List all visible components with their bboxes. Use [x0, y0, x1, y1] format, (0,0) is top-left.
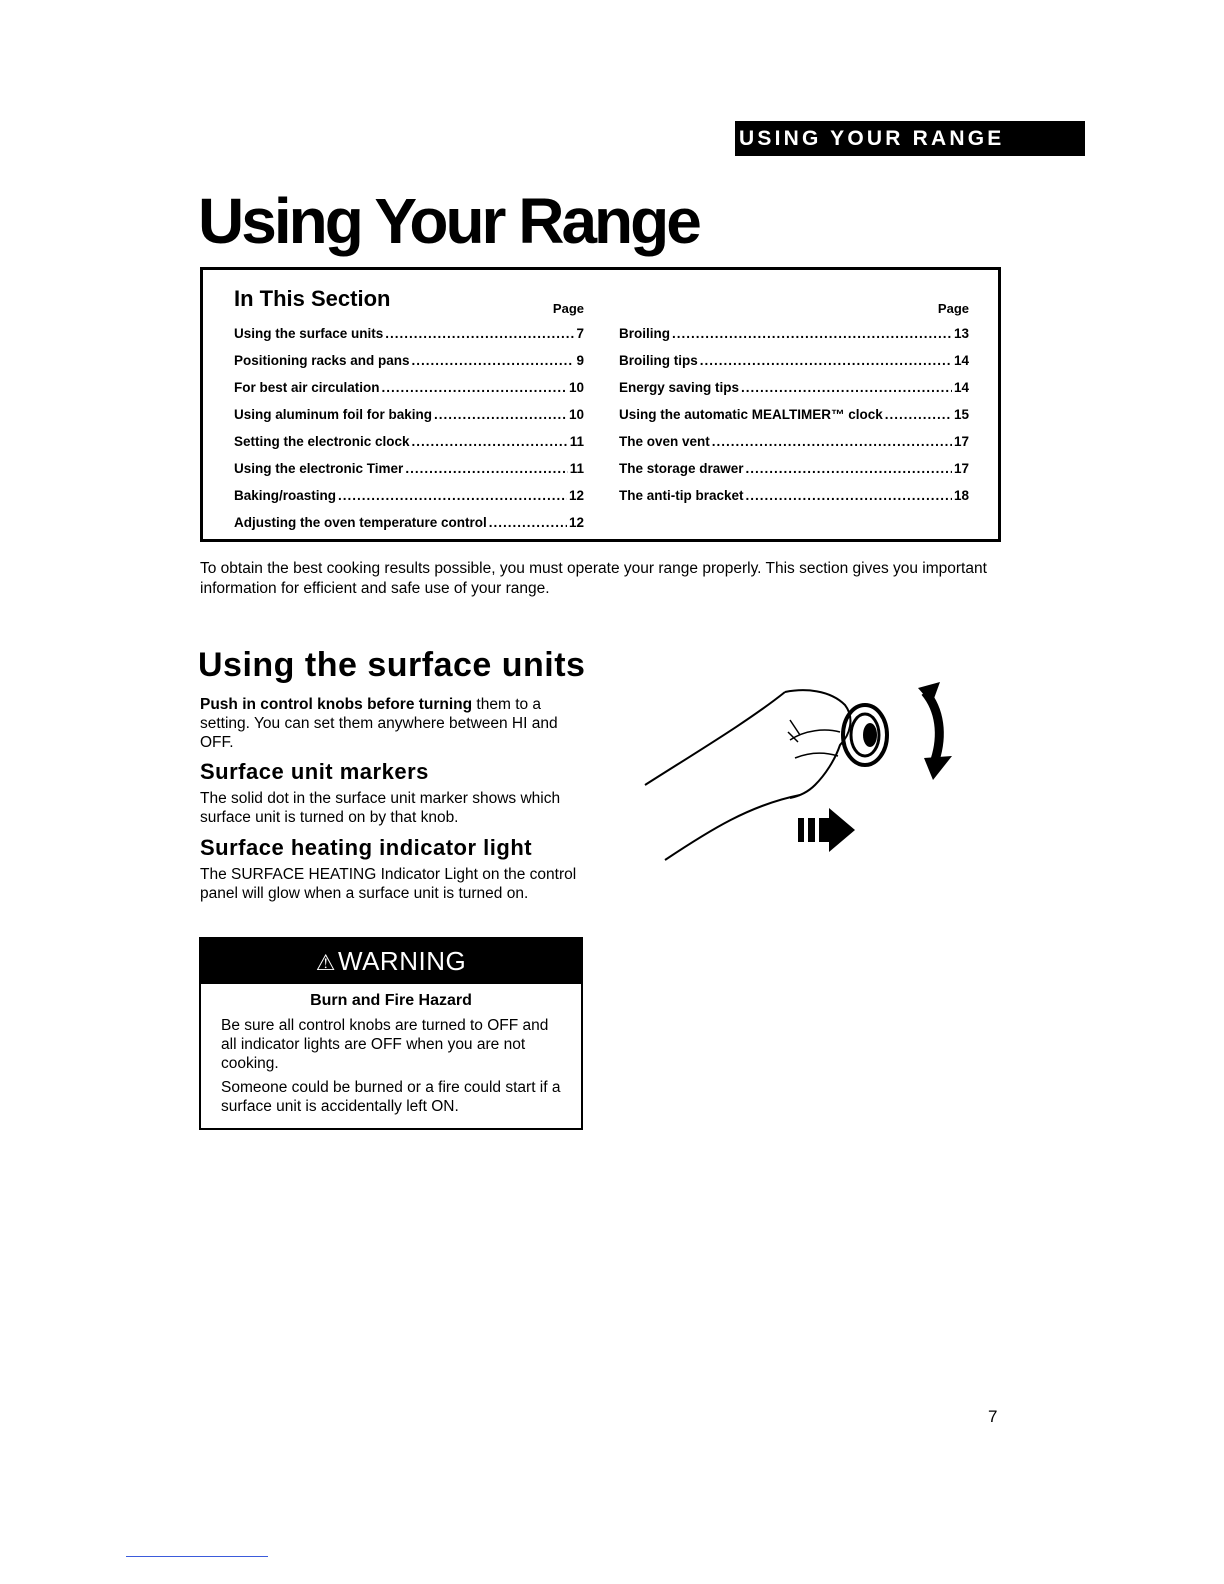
toc-dot-leader [382, 374, 567, 401]
toc-dot-leader [672, 320, 952, 347]
toc-entry-title: Broiling tips [619, 353, 698, 368]
footnote-rule [126, 1556, 268, 1557]
warning-subtitle: Burn and Fire Hazard [310, 992, 472, 1009]
toc-entry-page: 18 [953, 488, 969, 503]
toc-entry [619, 401, 969, 428]
surface-units-intro [200, 695, 585, 752]
toc-dot-leader [885, 401, 952, 428]
indicator-text: The SURFACE HEATING Indicator Light on the control panel will glow when a surface unit is turned on. [200, 866, 577, 902]
toc-entry [234, 374, 584, 401]
toc-entry-title: For best air circulation [234, 380, 380, 395]
toc-entry [619, 347, 969, 374]
toc-column-left [234, 298, 584, 536]
toc-dot-leader [741, 374, 952, 401]
toc-entry-title: Using the automatic MEALTIMER™ clock [619, 407, 883, 422]
toc-entry-title: The anti-tip bracket [619, 488, 744, 503]
toc-entry-page: 10 [568, 407, 584, 422]
toc-entry [619, 374, 969, 401]
toc-entry [234, 401, 584, 428]
warning-header [201, 939, 581, 984]
toc-page-label: Page [552, 301, 584, 316]
toc-entry-title: The oven vent [619, 434, 710, 449]
toc-entry [234, 509, 584, 536]
lead-text: them to a setting. You can set them anywhere between HI and OFF. [200, 696, 558, 751]
toc-box [200, 267, 1001, 542]
toc-entry-page: 17 [953, 461, 969, 476]
intro-paragraph: To obtain the best cooking results possible, you must operate your range properly. This section gives you important information for efficient and safe use of your range. [200, 560, 987, 597]
warning-label: WARNING [338, 946, 467, 976]
toc-entry-title: The storage drawer [619, 461, 744, 476]
toc-entry-title: Using the electronic Timer [234, 461, 404, 476]
toc-entry [234, 428, 584, 455]
toc-dot-leader [405, 455, 567, 482]
warning-box [199, 937, 583, 1130]
toc-entry-title: Using aluminum foil for baking [234, 407, 433, 422]
toc-dot-leader [700, 347, 952, 374]
toc-entry-page: 9 [576, 353, 584, 368]
toc-entry-page: 10 [568, 380, 584, 395]
markers-text: The solid dot in the surface unit marker shows which surface unit is turned on by that knob. [200, 790, 561, 826]
toc-entry [619, 482, 969, 509]
page-title: Using Your Range [198, 185, 699, 257]
toc-heading: In This Section [234, 286, 391, 311]
toc-dot-leader [385, 320, 574, 347]
lead-bold-text: Push in control knobs before turning [200, 696, 473, 713]
toc-entry-title: Positioning racks and pans [234, 353, 410, 368]
section-title: Using the surface units [198, 646, 586, 684]
toc-entry-title: Energy saving tips [619, 380, 740, 395]
toc-entry-page: 11 [569, 461, 584, 476]
markers-heading: Surface unit markers [200, 759, 429, 784]
toc-entry-title: Broiling [619, 326, 670, 341]
toc-dot-leader [412, 347, 575, 374]
toc-entry-page: 17 [953, 434, 969, 449]
warning-paragraph: Be sure all control knobs are turned to OFF and all indicator lights are OFF when you are not cooking. [221, 1017, 549, 1072]
toc-entry [619, 428, 969, 455]
toc-entry-title: Adjusting the oven temperature control [234, 515, 487, 530]
page-number: 7 [988, 1407, 998, 1426]
toc-entry-page: 14 [953, 380, 969, 395]
toc-entry [234, 347, 584, 374]
toc-entry [619, 455, 969, 482]
toc-entry-title: Using the surface units [234, 326, 384, 341]
toc-entry-page: 11 [569, 434, 584, 449]
toc-entry-title: Baking/roasting [234, 488, 337, 503]
toc-page-label: Page [937, 301, 969, 316]
toc-entry-page: 12 [568, 515, 584, 530]
toc-dot-leader [746, 482, 952, 509]
toc-entry [234, 455, 584, 482]
toc-dot-leader [712, 428, 952, 455]
toc-entry-page: 13 [953, 326, 969, 341]
warning-paragraph: Someone could be burned or a fire could start if a surface unit is accidentally left ON. [221, 1079, 561, 1115]
surface-heating-indicator [200, 835, 585, 903]
toc-dot-leader [338, 482, 567, 509]
indicator-heading: Surface heating indicator light [200, 835, 533, 860]
toc-dot-leader [434, 401, 567, 428]
toc-entry [619, 320, 969, 347]
warning-triangle-icon: ⚠ [315, 950, 337, 975]
toc-column-right [619, 298, 969, 509]
hand-turning-knob-illustration [640, 680, 970, 870]
surface-unit-markers [200, 759, 585, 827]
toc-dot-leader [412, 428, 568, 455]
toc-entry-title: Setting the electronic clock [234, 434, 410, 449]
toc-entry [234, 482, 584, 509]
toc-entry-page: 15 [953, 407, 969, 422]
toc-entry [234, 320, 584, 347]
toc-dot-leader [489, 509, 567, 536]
toc-entry-page: 14 [953, 353, 969, 368]
section-banner: USING YOUR RANGE [735, 121, 1085, 156]
toc-entry-page: 7 [576, 326, 584, 341]
toc-entry-page: 12 [568, 488, 584, 503]
toc-dot-leader [746, 455, 952, 482]
